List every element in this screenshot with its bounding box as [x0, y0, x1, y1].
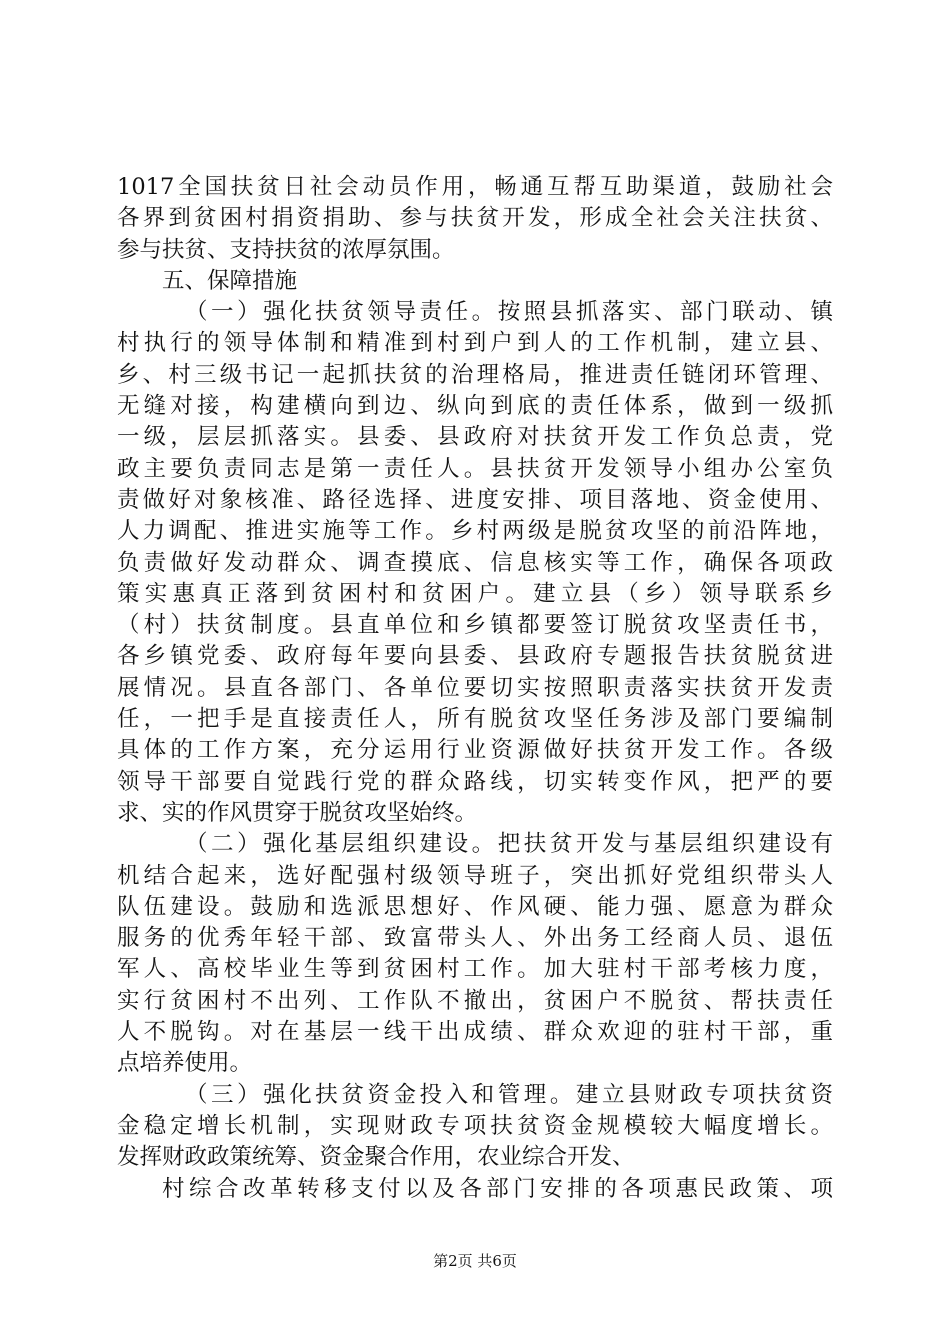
text-line: （三）强化扶贫资金投入和管理。建立县财政专项扶贫资 [185, 1081, 833, 1108]
text-line: 领导干部要自觉践行党的群众路线，切实转变作风，把严的要 [117, 768, 833, 795]
text-line: 展情况。县直各部门、各单位要切实按照职责落实扶贫开发责 [117, 674, 833, 701]
text-line: 队伍建设。鼓励和选派思想好、作风硬、能力强、愿意为群众 [117, 893, 833, 920]
text-line: 实行贫困村不出列、工作队不撤出，贫困户不脱贫、帮扶责任 [117, 987, 833, 1014]
text-line: 策实惠真正落到贫困村和贫困户。建立县（乡）领导联系乡 [117, 580, 833, 607]
text-line: 各界到贫困村捐资捐助、参与扶贫开发，形成全社会关注扶贫、 [117, 205, 833, 232]
text-line: 村综合改革转移支付以及各部门安排的各项惠民政策、项 [162, 1175, 833, 1202]
text-line: 参与扶贫、支持扶贫的浓厚氛围。 [117, 236, 455, 263]
text-line: 机结合起来，选好配强村级领导班子，突出抓好党组织带头人 [117, 862, 833, 889]
text-line: 责做好对象核准、路径选择、进度安排、项目落地、资金使用、 [117, 486, 833, 513]
text-line: 发挥财政政策统筹、资金聚合作用，农业综合开发、 [117, 1144, 635, 1171]
text-line: 一级，层层抓落实。县委、县政府对扶贫开发工作负总责，党 [117, 424, 833, 451]
document-body [117, 172, 833, 1205]
text-line: 金稳定增长机制，实现财政专项扶贫资金规模较大幅度增长。 [117, 1112, 833, 1139]
text-line: 人不脱钩。对在基层一线干出成绩、群众欢迎的驻村干部，重 [117, 1019, 833, 1046]
text-line: （一）强化扶贫领导责任。按照县抓落实、部门联动、镇 [185, 299, 833, 326]
text-line: 无缝对接，构建横向到边、纵向到底的责任体系，做到一级抓 [117, 393, 833, 420]
text-line: 军人、高校毕业生等到贫困村工作。加大驻村干部考核力度， [117, 956, 833, 983]
text-line: 村执行的领导体制和精准到村到户到人的工作机制，建立县、 [117, 330, 833, 357]
text-line: 服务的优秀年轻干部、致富带头人、外出务工经商人员、退伍 [117, 925, 833, 952]
text-line: 任，一把手是直接责任人，所有脱贫攻坚任务涉及部门要编制 [117, 706, 833, 733]
text-line: 具体的工作方案，充分运用行业资源做好扶贫开发工作。各级 [117, 737, 833, 764]
text-line: 负责做好发动群众、调查摸底、信息核实等工作，确保各项政 [117, 549, 833, 576]
text-line: （二）强化基层组织建设。把扶贫开发与基层组织建设有 [185, 831, 833, 858]
text-line: 乡、村三级书记一起抓扶贫的治理格局，推进责任链闭环管理、 [117, 361, 833, 388]
text-line: 1017全国扶贫日社会动员作用，畅通互帮互助渠道，鼓励社会 [117, 174, 833, 200]
text-line: 点培养使用。 [117, 1050, 253, 1077]
section-heading: 五、保障措施 [162, 267, 298, 294]
text-line: （村）扶贫制度。县直单位和乡镇都要签订脱贫攻坚责任书， [117, 612, 833, 639]
text-line: 求、实的作风贯穿于脱贫攻坚始终。 [117, 799, 478, 826]
text-line: 政主要负责同志是第一责任人。县扶贫开发领导小组办公室负 [117, 455, 833, 482]
text-line: 各乡镇党委、政府每年要向县委、县政府专题报告扶贫脱贫进 [117, 643, 833, 670]
page-number-footer: 第2页 共6页 [433, 1252, 517, 1270]
text-line: 人力调配、推进实施等工作。乡村两级是脱贫攻坚的前沿阵地， [117, 518, 833, 545]
